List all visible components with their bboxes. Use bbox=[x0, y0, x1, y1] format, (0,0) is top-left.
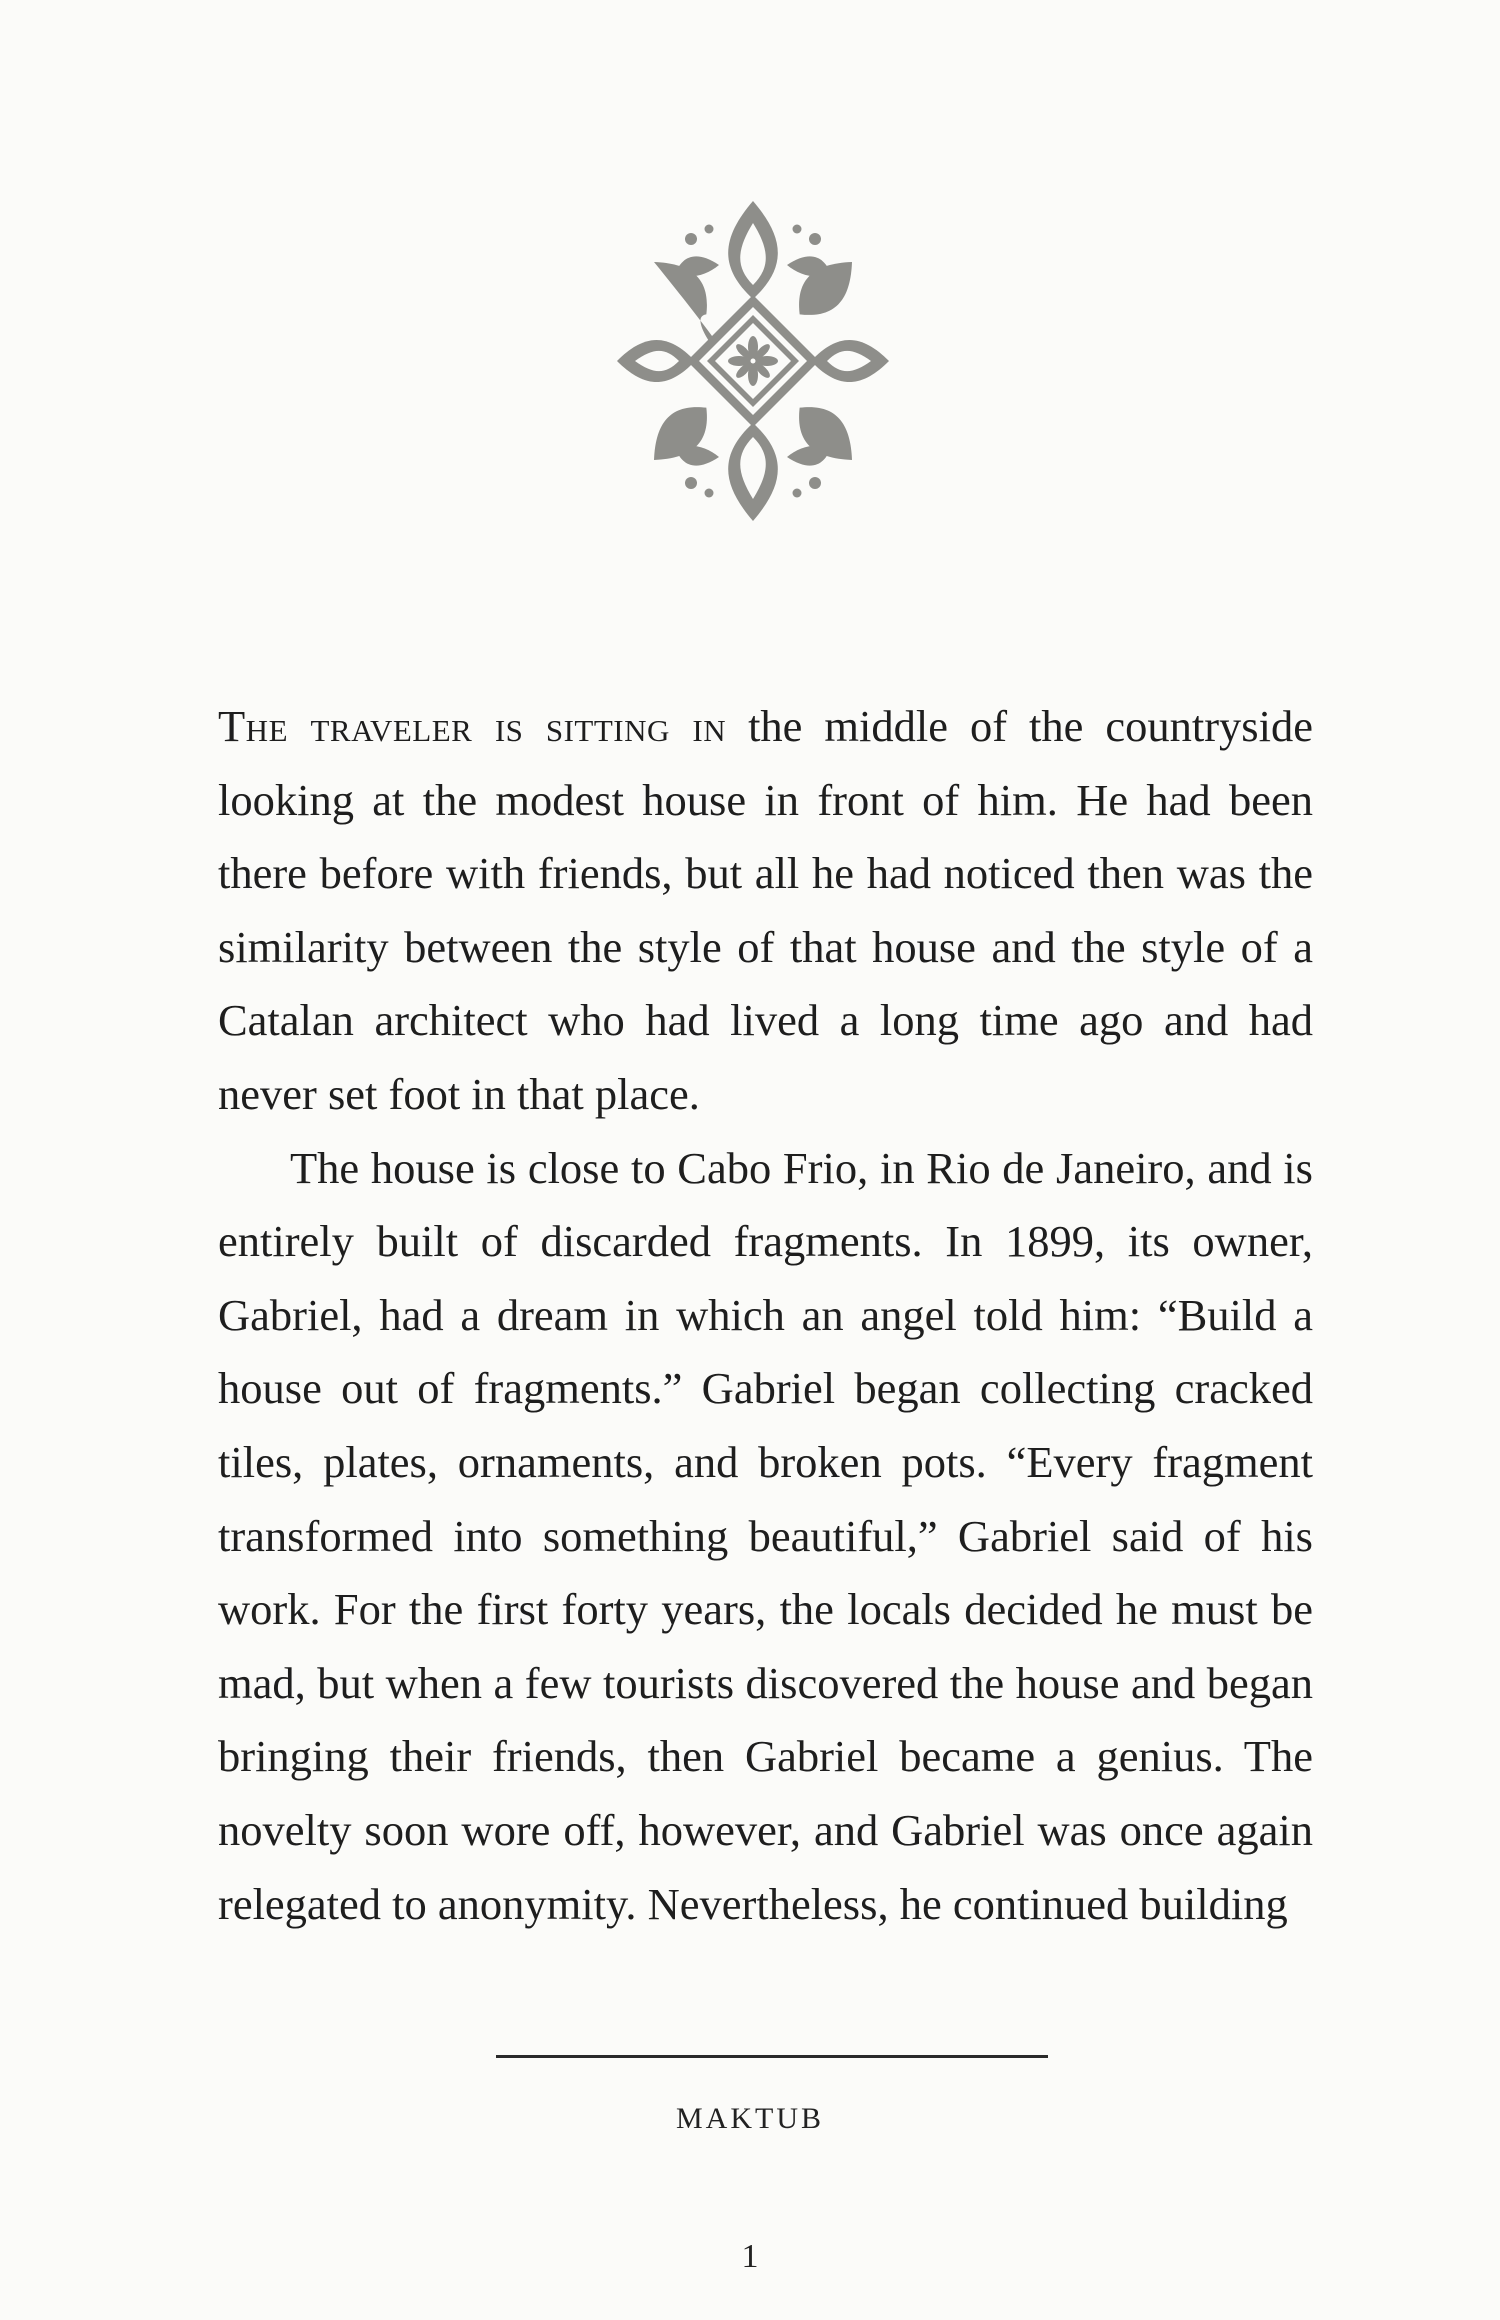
footer-rule bbox=[496, 2055, 1048, 2058]
lead-in-smallcaps: The traveler is sitting in bbox=[218, 701, 727, 751]
paragraph-1-text: the middle of the countryside looking at the modest house in front of him. He had been there before with friends, but all he had noticed then was the similarity between the style of that house and the style of a Catalan architect who had lived a long time ago and had never set foot in that place. bbox=[218, 701, 1313, 1119]
paragraph-2: The house is close to Cabo Frio, in Rio de Janeiro, and is entirely built of discarded fragments. In 1899, its owner, Gabriel, had a dream in which an angel told him: “Build a house out of fragments.” Gabriel began collecting cracked tiles, plates, ornaments, and broken pots. “Every fragment transformed into something beautiful,” Gabriel said of his work. For the first forty years, the locals decided he must be mad, but when a few tourists discovered the house and began bringing their friends, then Gabriel became a genius. The novelty soon wore off, however, and Gabriel was once again relegated to anonymity. Nevertheless, he continued building bbox=[218, 1142, 1313, 1929]
body-text bbox=[218, 690, 1313, 1941]
page-number: 1 bbox=[741, 2238, 759, 2275]
paragraph-1 bbox=[218, 690, 1313, 1132]
floral-diamond-ornament-icon bbox=[612, 196, 894, 526]
running-title: MAKTUB bbox=[675, 2102, 824, 2135]
